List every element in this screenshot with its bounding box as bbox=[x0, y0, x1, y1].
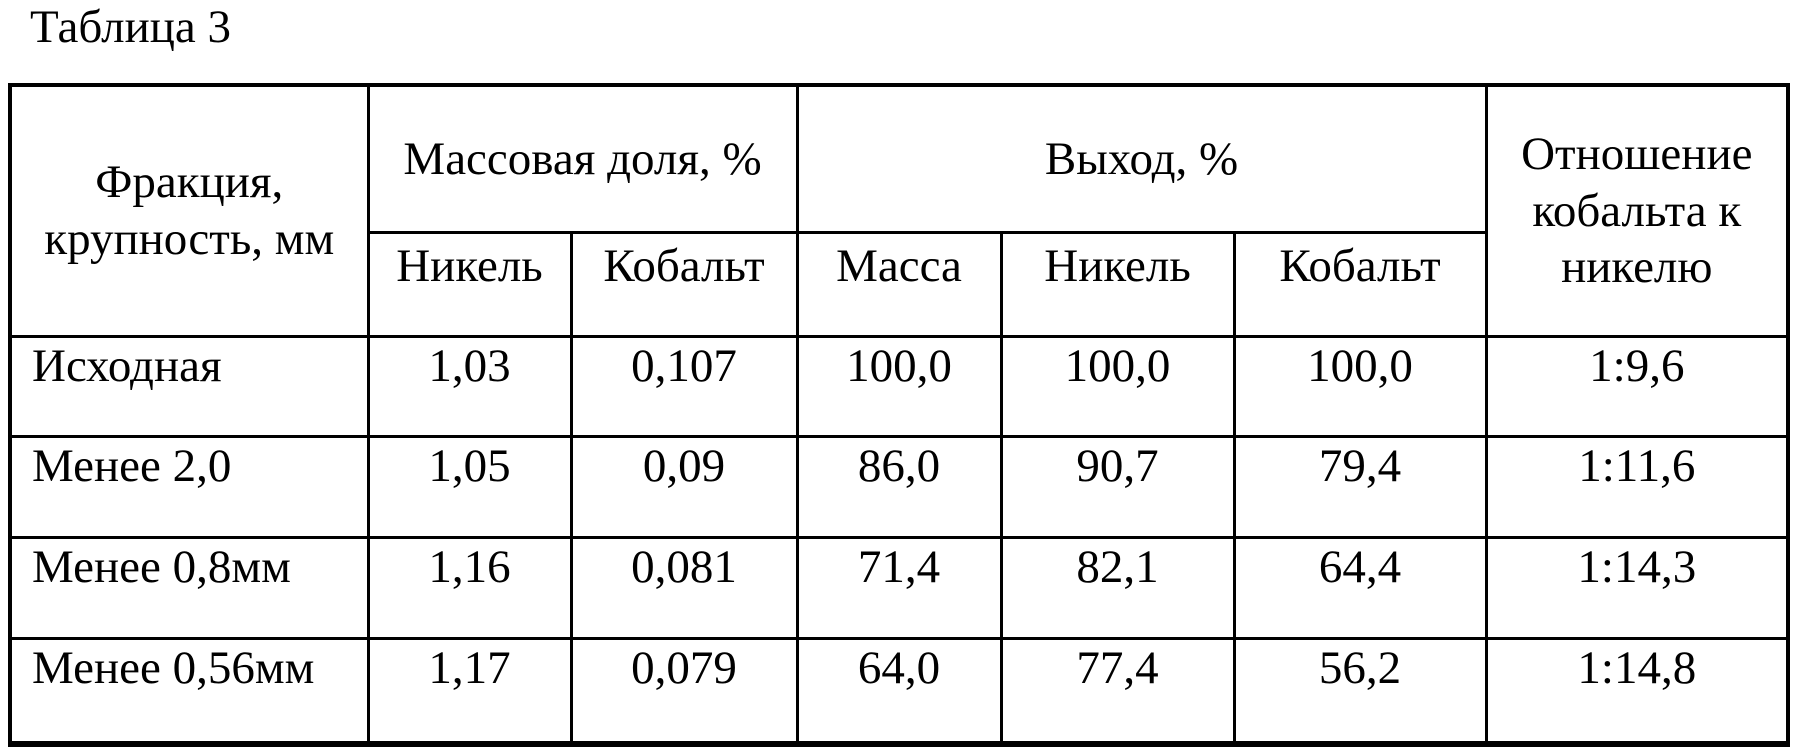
cell-ratio: 1:14,3 bbox=[1486, 537, 1788, 638]
cell-mass-cobalt: 0,09 bbox=[571, 436, 797, 537]
header-yield-cobalt: Кобальт bbox=[1234, 232, 1486, 336]
header-yield-nickel: Никель bbox=[1001, 232, 1234, 336]
cell-mass-cobalt: 0,079 bbox=[571, 638, 797, 744]
cell-yield-nickel: 77,4 bbox=[1001, 638, 1234, 744]
cell-yield-cobalt: 56,2 bbox=[1234, 638, 1486, 744]
cell-mass-nickel: 1,03 bbox=[368, 336, 571, 436]
header-yield-mass: Масса bbox=[797, 232, 1001, 336]
header-mass-cobalt: Кобальт bbox=[571, 232, 797, 336]
cell-yield-mass: 71,4 bbox=[797, 537, 1001, 638]
cell-yield-nickel: 90,7 bbox=[1001, 436, 1234, 537]
cell-mass-cobalt: 0,107 bbox=[571, 336, 797, 436]
cell-yield-cobalt: 79,4 bbox=[1234, 436, 1486, 537]
header-group-mass-fraction: Массовая доля, % bbox=[368, 85, 797, 232]
cell-fraction: Менее 0,56мм bbox=[10, 638, 368, 744]
cell-mass-nickel: 1,17 bbox=[368, 638, 571, 744]
cell-ratio: 1:14,8 bbox=[1486, 638, 1788, 744]
cell-mass-nickel: 1,05 bbox=[368, 436, 571, 537]
cell-yield-cobalt: 64,4 bbox=[1234, 537, 1486, 638]
header-group-yield: Выход, % bbox=[797, 85, 1486, 232]
header-fraction: Фракция, крупность, мм bbox=[10, 85, 368, 336]
cell-mass-cobalt: 0,081 bbox=[571, 537, 797, 638]
table-caption: Таблица 3 bbox=[30, 1, 232, 53]
table-row bbox=[10, 638, 1788, 744]
cell-yield-mass: 86,0 bbox=[797, 436, 1001, 537]
cell-yield-nickel: 82,1 bbox=[1001, 537, 1234, 638]
cell-yield-cobalt: 100,0 bbox=[1234, 336, 1486, 436]
header-mass-nickel: Никель bbox=[368, 232, 571, 336]
header-ratio: Отношение кобальта к никелю bbox=[1486, 85, 1788, 336]
table-body bbox=[10, 336, 1788, 744]
cell-fraction: Менее 2,0 bbox=[10, 436, 368, 537]
table-row bbox=[10, 537, 1788, 638]
data-table bbox=[8, 83, 1790, 747]
cell-yield-nickel: 100,0 bbox=[1001, 336, 1234, 436]
cell-yield-mass: 64,0 bbox=[797, 638, 1001, 744]
table-row bbox=[10, 436, 1788, 537]
cell-fraction: Менее 0,8мм bbox=[10, 537, 368, 638]
cell-ratio: 1:9,6 bbox=[1486, 336, 1788, 436]
cell-yield-mass: 100,0 bbox=[797, 336, 1001, 436]
header-group-row bbox=[10, 85, 1788, 232]
table-header bbox=[10, 85, 1788, 336]
table-row bbox=[10, 336, 1788, 436]
cell-mass-nickel: 1,16 bbox=[368, 537, 571, 638]
cell-ratio: 1:11,6 bbox=[1486, 436, 1788, 537]
cell-fraction: Исходная bbox=[10, 336, 368, 436]
